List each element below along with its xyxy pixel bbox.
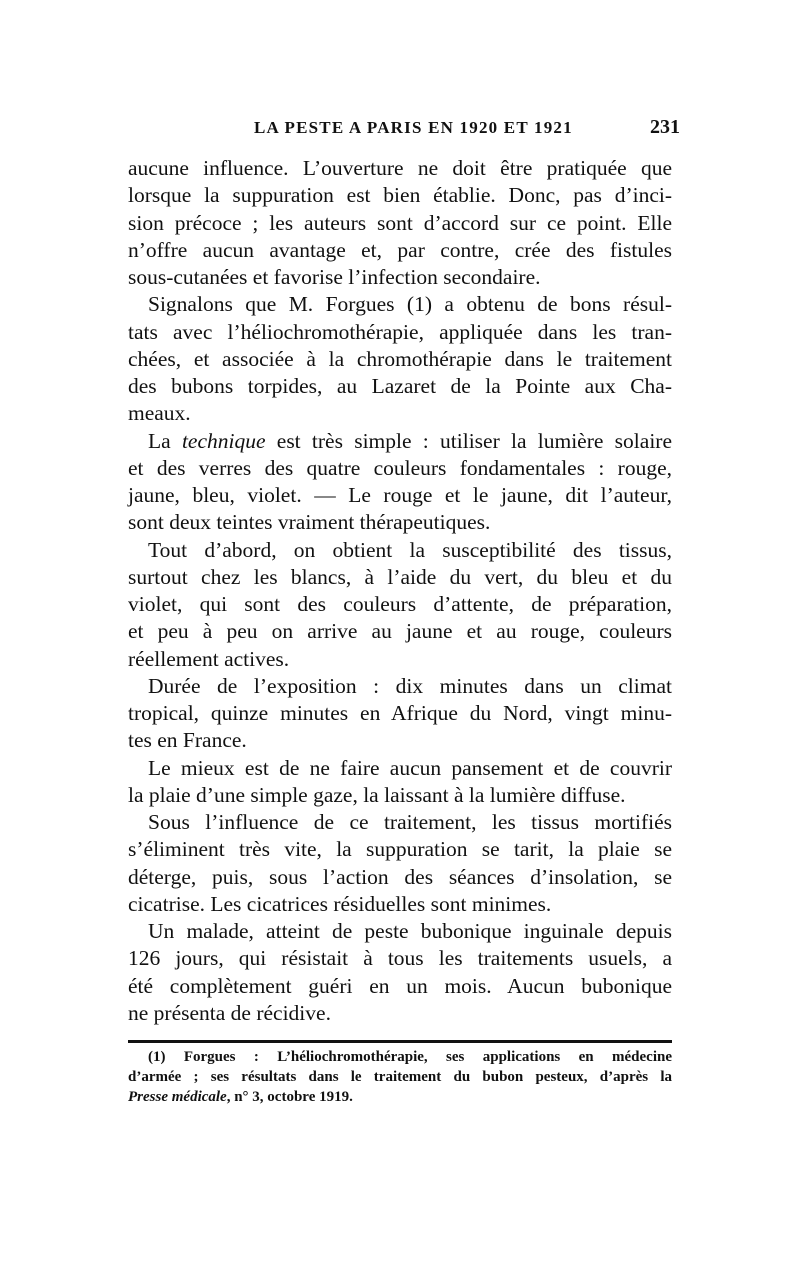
text-line: Tout d’abord, on obtient la susceptibilité des tissus,: [148, 537, 672, 562]
text-line: Un malade, atteint de peste bubonique inguinale depuis: [148, 919, 672, 943]
text-line: jaune, bleu, violet. — Le rouge et le jaune, dit l’auteur,: [128, 483, 672, 507]
footnote-line: d’armée ; ses résultats dans le traitement du bubon pesteux, d’après la: [128, 1069, 672, 1085]
text-line: sion précoce ; les auteurs sont d’accord sur ce point. Elle: [128, 210, 672, 235]
text-line: tats avec l’héliochromothérapie, appliquée dans les tran-: [128, 319, 672, 344]
footnote-line-journal: [128, 1087, 672, 1107]
body-text: [128, 155, 672, 1027]
text-line: Durée de l’exposition : dix minutes dans un climat: [148, 673, 672, 698]
text-line: n’offre aucun avantage et, par contre, crée des fistules: [128, 237, 672, 262]
text-line: violet, qui sont des couleurs d’attente, de préparation,: [128, 592, 672, 616]
text-line: ne présenta de récidive.: [128, 1000, 331, 1025]
text-line-technique: [128, 428, 672, 455]
footnote-suffix: , n° 3, octobre 1919.: [226, 1089, 353, 1105]
text-line: été complètement guéri en un mois. Aucun bubonique: [128, 973, 672, 998]
text-line: surtout chez les blancs, à l’aide du vert, du bleu et du: [128, 564, 672, 589]
page-number: 231: [650, 116, 680, 138]
text-line: la plaie d’une simple gaze, la laissant à la lumière diffuse.: [128, 782, 626, 807]
text-line: s’éliminent très vite, la suppuration se tarit, la plaie se: [128, 837, 672, 862]
text-line: des bubons torpides, au Lazaret de la Pointe aux Cha-: [128, 374, 672, 398]
text-line: sous-cutanées et favorise l’infection secondaire.: [128, 265, 541, 289]
text-line: réellement actives.: [128, 646, 290, 671]
footnote: [128, 1047, 672, 1107]
text-line: sont deux teintes vraiment thérapeutiques.: [128, 510, 491, 535]
text-line: 126 jours, qui résistait à tous les traitements usuels, a: [128, 946, 672, 971]
text-line: tropical, quinze minutes en Afrique du Nord, vingt minu-: [128, 701, 672, 725]
running-title: LA PESTE A PARIS EN 1920 ET 1921: [254, 118, 573, 137]
text-line: Sous l’influence de ce traitement, les tissus mortifiés: [148, 810, 672, 834]
text-line: déterge, puis, sous l’action des séances d’insolation, se: [128, 864, 672, 889]
technique-word: technique: [181, 428, 266, 453]
technique-prefix: La: [148, 428, 182, 453]
running-head: [130, 116, 680, 146]
text-line: tes en France.: [128, 728, 247, 753]
text-line: meaux.: [128, 401, 191, 426]
footnote-rule: [128, 1040, 672, 1043]
text-line: Signalons que M. Forgues (1) a obtenu de bons résul-: [148, 292, 672, 317]
text-line: cicatrise. Les cicatrices résiduelles sont minimes.: [128, 891, 552, 916]
technique-suffix: est très simple : utiliser la lumière solaire: [265, 428, 672, 453]
footnote-line: (1) Forgues : L’héliochromothérapie, ses applications en médecine: [148, 1049, 672, 1065]
text-line: et peu à peu on arrive au jaune et au rouge, couleurs: [128, 619, 672, 644]
text-line: Le mieux est de ne faire aucun pansement et de couvrir: [148, 755, 672, 780]
text-line: aucune influence. L’ouverture ne doit être pratiquée que: [128, 156, 672, 180]
journal-title: Presse médicale: [128, 1089, 227, 1105]
text-line: lorsque la suppuration est bien établie. Donc, pas d’inci-: [128, 183, 672, 208]
text-line: et des verres des quatre couleurs fondamentales : rouge,: [128, 455, 672, 480]
text-line: chées, et associée à la chromothérapie dans le traitement: [128, 346, 672, 371]
